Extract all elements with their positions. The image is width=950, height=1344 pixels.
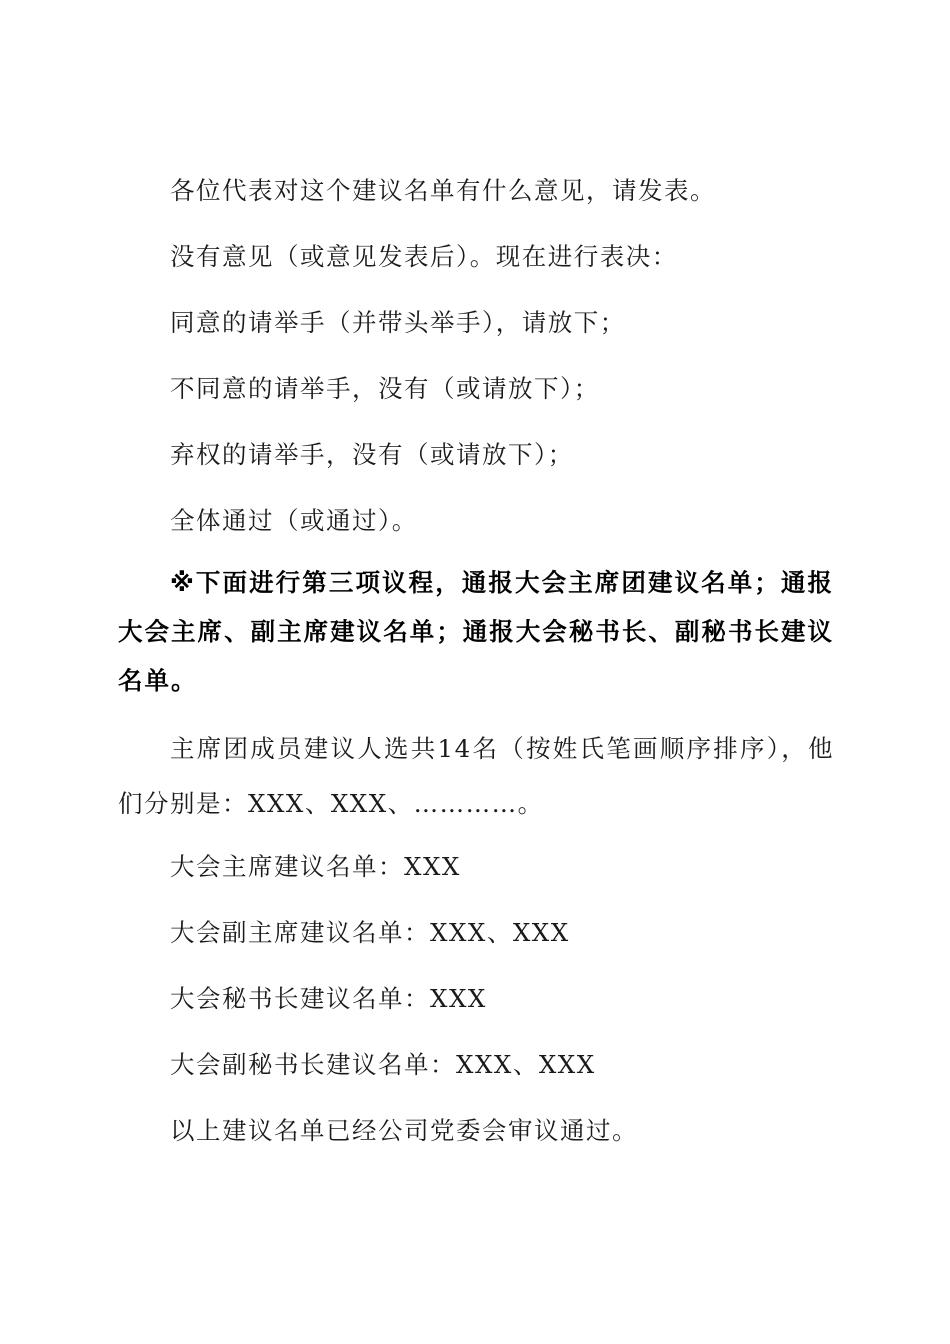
paragraph-solicit-opinions: 各位代表对这个建议名单有什么意见，请发表。 xyxy=(170,176,716,205)
paragraph-vote-disagree: 不同意的请举手，没有（或请放下）； xyxy=(170,374,600,403)
paragraph-start-vote: 没有意见（或意见发表后）。现在进行表决： xyxy=(170,242,678,271)
paragraph-chairman-list: 大会主席建议名单：XXX xyxy=(170,852,461,881)
paragraph-vote-result: 全体通过（或通过）。 xyxy=(170,506,418,535)
paragraph-approval-note: 以上建议名单已经公司党委会审议通过。 xyxy=(170,1116,638,1145)
paragraph-deputy-secretary-general-list: 大会副秘书长建议名单：XXX、XXX xyxy=(170,1050,596,1079)
paragraph-vote-abstain: 弃权的请举手，没有（或请放下）； xyxy=(170,440,574,469)
paragraph-vice-chairman-list: 大会副主席建议名单：XXX、XXX xyxy=(170,918,570,947)
paragraph-presidium-list: 主席团成员建议人选共14名（按姓氏笔画顺序排序），他们分别是：XXX、XXX、…………。 xyxy=(118,734,834,818)
paragraph-secretary-general-list: 大会秘书长建议名单：XXX xyxy=(170,984,487,1013)
paragraph-vote-agree: 同意的请举手（并带头举手），请放下； xyxy=(170,308,626,337)
agenda-item-heading: ※下面进行第三项议程，通报大会主席团建议名单；通报大会主席、副主席建议名单；通报大会秘书长、副秘书长建议名单。 xyxy=(118,568,834,695)
